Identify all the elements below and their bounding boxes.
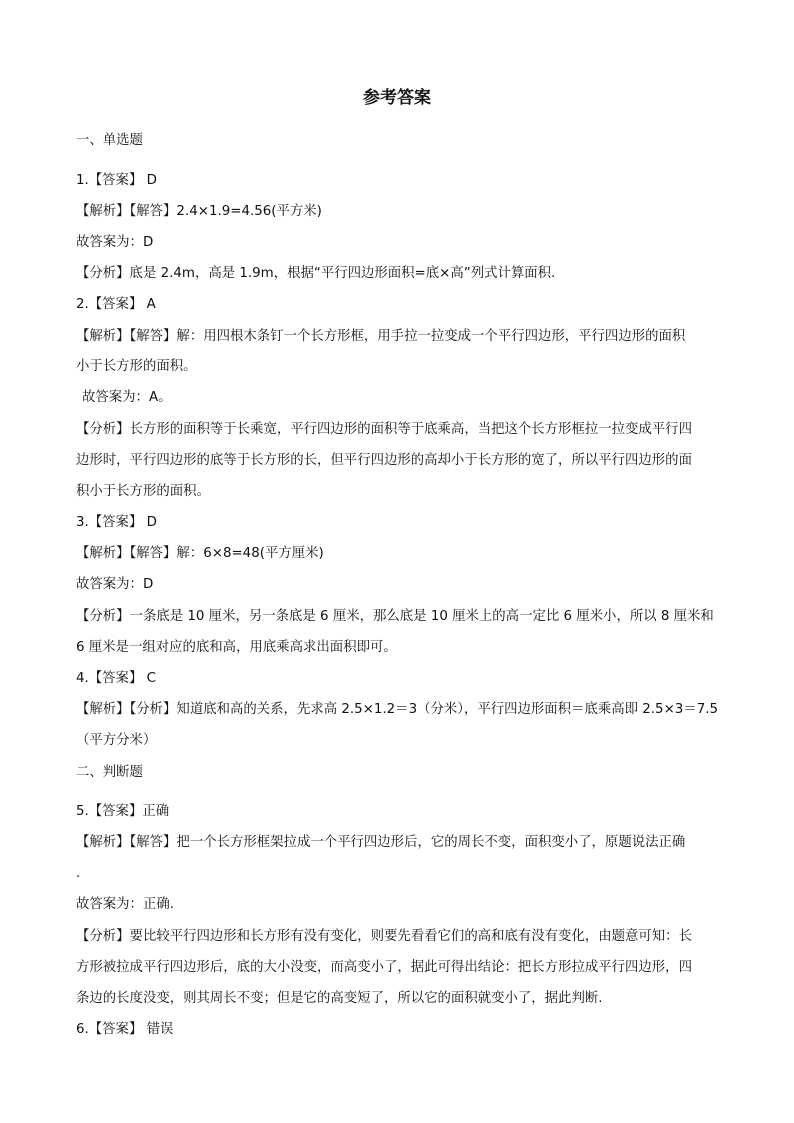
answer-line-q5: 5.【答案】正确 xyxy=(76,804,170,819)
section-heading-single-choice: 一、单选题 xyxy=(76,133,143,148)
answer-line-q6: 6.【答案】 错误 xyxy=(76,1022,174,1037)
conclusion-line-q5: 故答案为：正确. xyxy=(76,897,174,912)
analysis-line-q2-c: 积小于长方形的面积。 xyxy=(76,484,210,499)
conclusion-line-q3: 故答案为：D xyxy=(76,577,154,592)
page-title: 参考答案 xyxy=(363,88,431,108)
explanation-line-q4-b: （平方分米） xyxy=(76,733,157,748)
explanation-line-q4-a: 【解析】【分析】知道底和高的关系，先求高 2.5×1.2＝3（分米），平行四边形面积＝底乘高即 2.5×3＝7.5 xyxy=(76,702,719,717)
answer-line-q1: 1.【答案】 D xyxy=(76,173,157,188)
explanation-line-q2-a: 【解析】【解答】解：用四根木条钉一个长方形框，用手拉一拉变成一个平行四边形，平行四边形的面积 xyxy=(76,329,686,344)
explanation-line-q1: 【解析】【解答】2.4×1.9=4.56(平方米) xyxy=(76,204,322,219)
analysis-line-q3-b: 6 厘米是一组对应的底和高，用底乘高求出面积即可。 xyxy=(76,640,397,655)
explanation-line-q5-a: 【解析】【解答】把一个长方形框架拉成一个平行四边形后，它的周长不变，面积变小了，原题说法正确 xyxy=(76,835,686,850)
analysis-line-q3-a: 【分析】一条底是 10 厘米，另一条底是 6 厘米，那么底是 10 厘米上的高一定比 6 厘米小，所以 8 厘米和 xyxy=(76,609,714,624)
conclusion-line-q1: 故答案为：D xyxy=(76,235,154,250)
explanation-line-q5-b: . xyxy=(76,866,81,881)
answer-line-q4: 4.【答案】 C xyxy=(76,671,156,686)
analysis-line-q2-a: 【分析】长方形的面积等于长乘宽，平行四边形的面积等于底乘高，当把这个长方形框拉一拉变成平行四 xyxy=(76,422,692,437)
answer-line-q3: 3.【答案】 D xyxy=(76,515,157,530)
analysis-line-q5-a: 【分析】要比较平行四边形和长方形有没有变化，则要先看看它们的高和底有没有变化，由题意可知：长 xyxy=(76,929,692,944)
explanation-line-q2-b: 小于长方形的面积。 xyxy=(76,359,197,374)
answer-line-q2: 2.【答案】 A xyxy=(76,297,156,312)
section-heading-true-false: 二、判断题 xyxy=(76,765,143,780)
conclusion-line-q2: 故答案为：A。 xyxy=(82,390,172,405)
analysis-line-q5-b: 方形被拉成平行四边形后，底的大小没变，而高变小了，据此可得出结论：把长方形拉成平行四边形，四 xyxy=(76,960,692,975)
analysis-line-q5-c: 条边的长度没变，则其周长不变；但是它的高变短了，所以它的面积就变小了，据此判断. xyxy=(76,991,603,1006)
analysis-line-q2-b: 边形时，平行四边形的底等于长方形的长，但平行四边形的高却小于长方形的宽了，所以平行四边形的面 xyxy=(76,453,692,468)
analysis-line-q1: 【分析】底是 2.4m，高是 1.9m，根据“平行四边形面积=底×高”列式计算面积. xyxy=(76,266,556,281)
explanation-line-q3: 【解析】【解答】解：6×8=48(平方厘米) xyxy=(76,546,324,561)
